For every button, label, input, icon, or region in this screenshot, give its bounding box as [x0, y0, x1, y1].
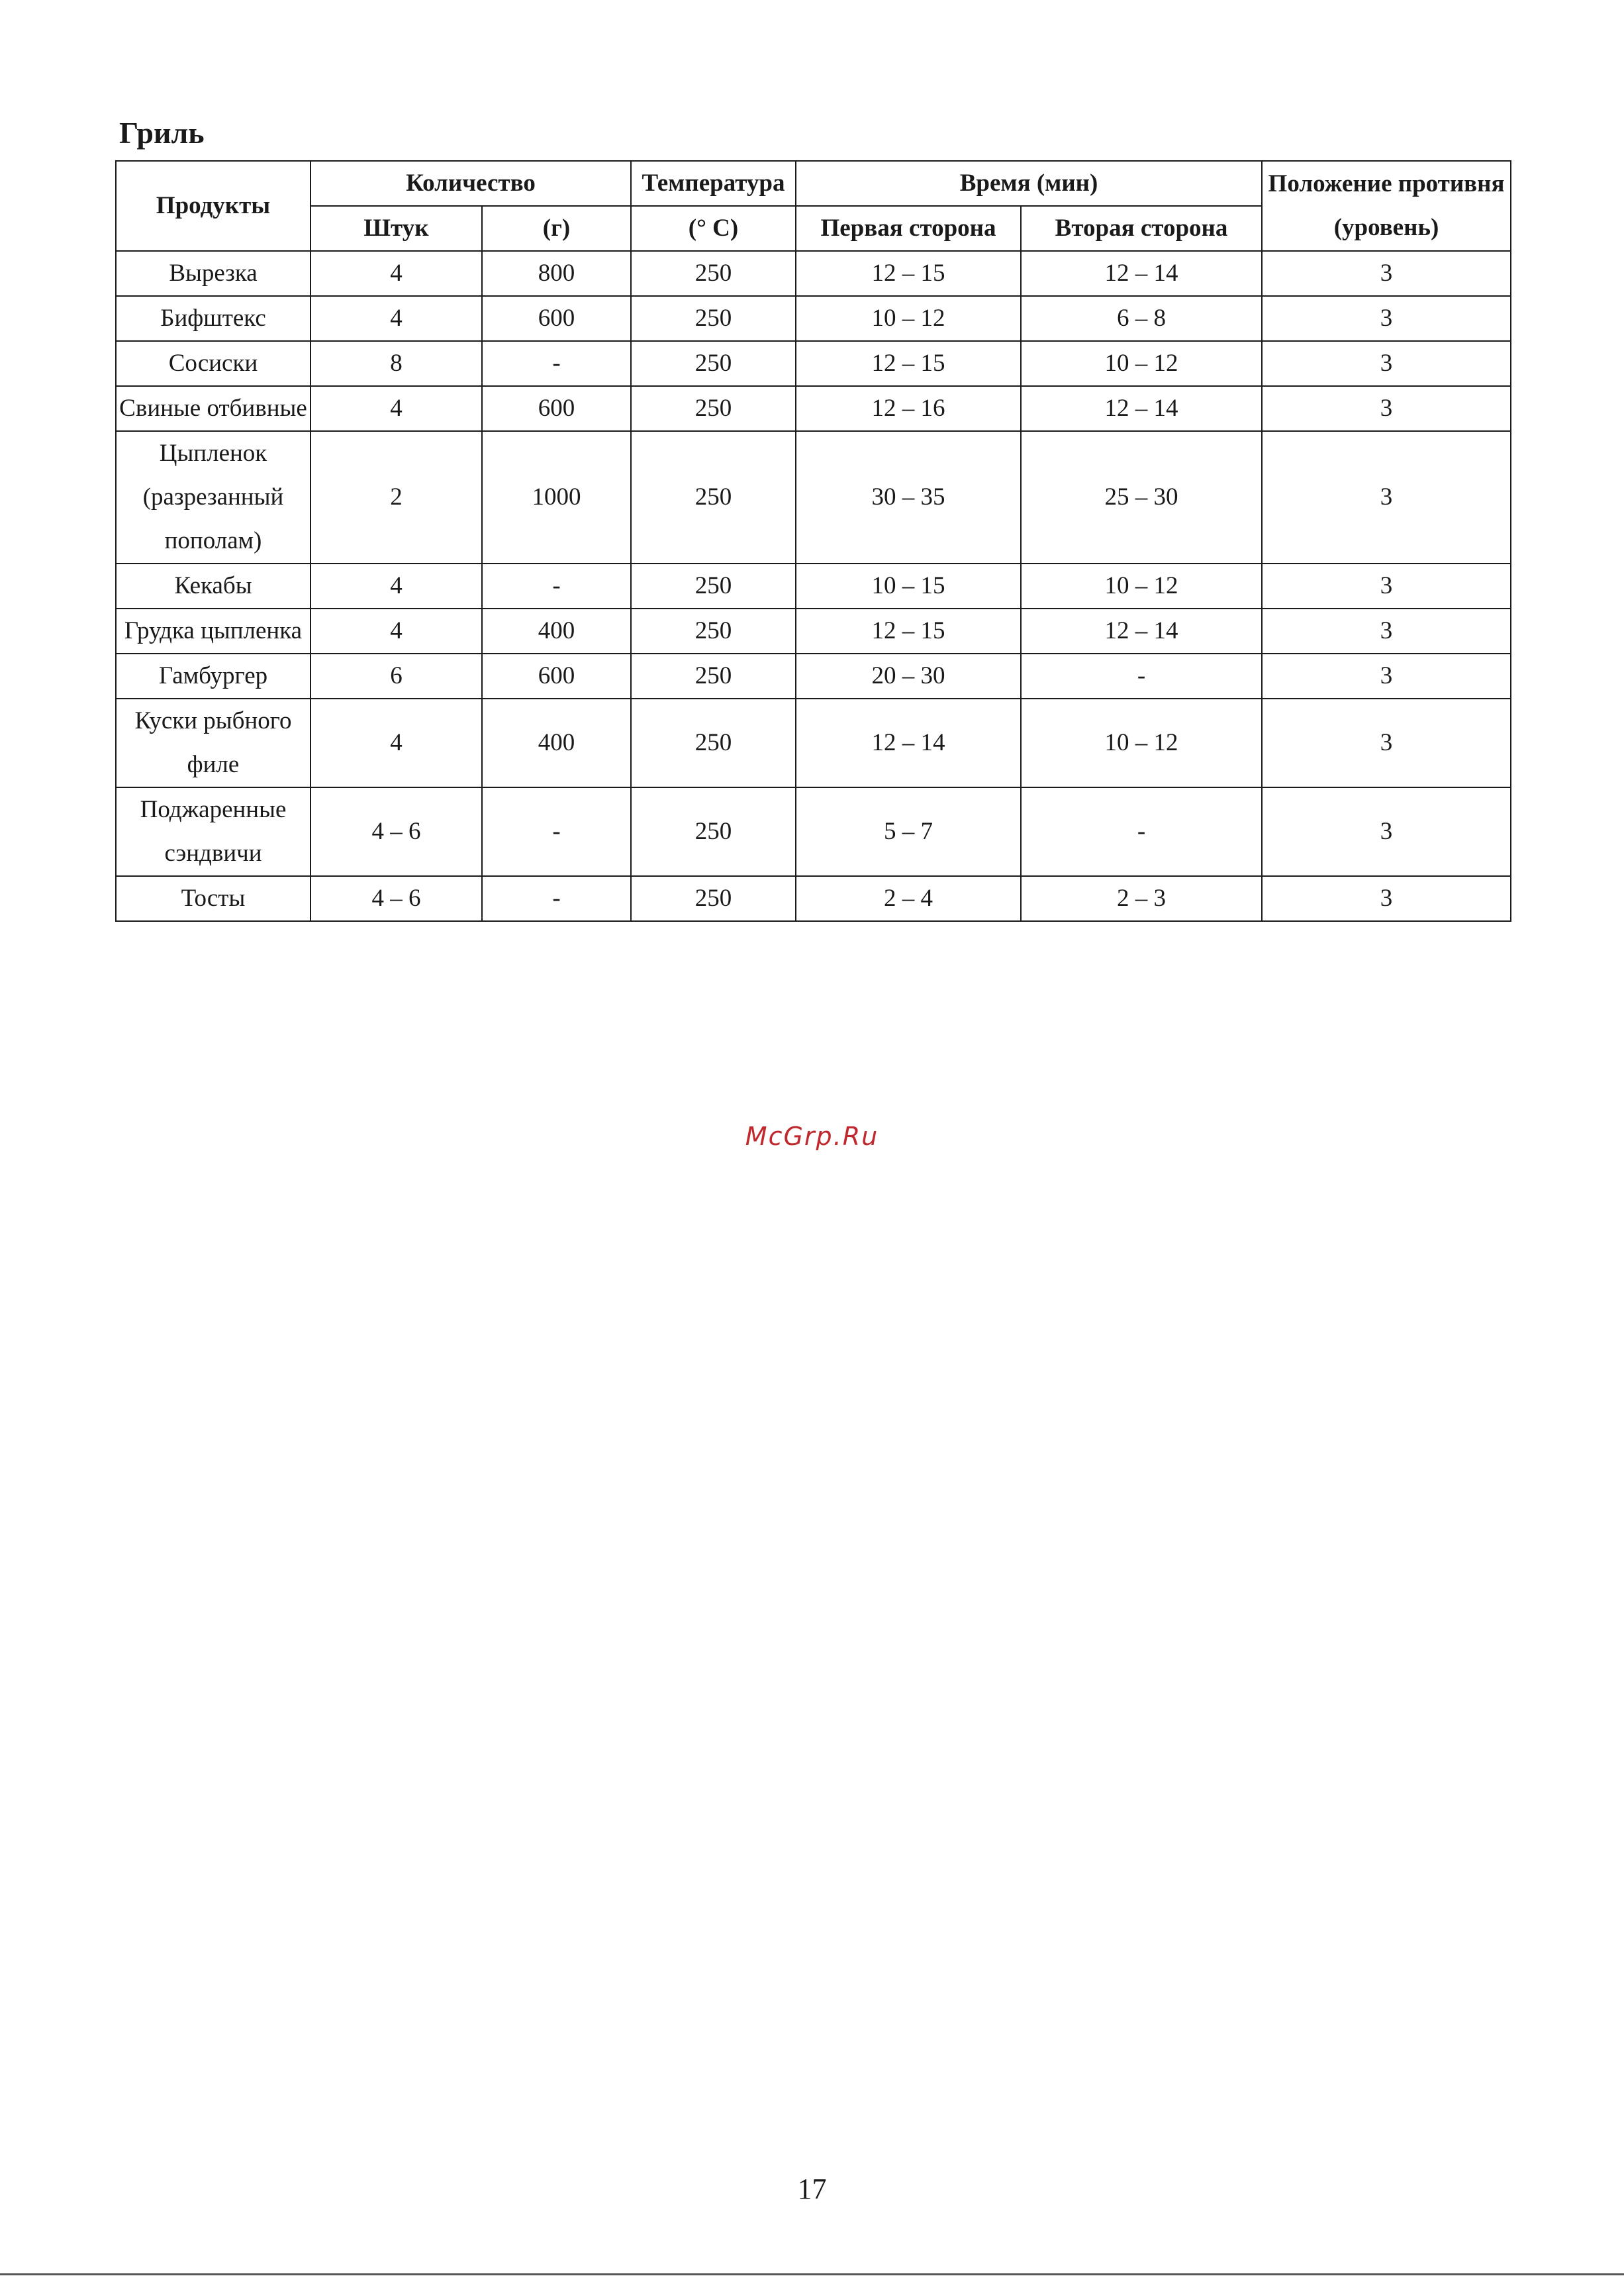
- cell-pieces: 4: [310, 609, 482, 654]
- cell-first-side: 10 – 12: [796, 296, 1021, 341]
- cell-temp: 250: [631, 251, 796, 296]
- cell-level: 3: [1262, 564, 1511, 609]
- cell-level: 3: [1262, 296, 1511, 341]
- cell-product: Свиные отбивные: [116, 386, 310, 431]
- cell-pieces: 2: [310, 431, 482, 564]
- header-quantity: Количество: [310, 161, 631, 206]
- table-row: [116, 654, 1511, 699]
- cell-second-side: 10 – 12: [1021, 341, 1262, 386]
- cell-first-side: 30 – 35: [796, 431, 1021, 564]
- bottom-divider: [0, 2273, 1624, 2275]
- table-row: [116, 296, 1511, 341]
- watermark-link[interactable]: McGrp.Ru: [745, 1122, 879, 1151]
- table-row: [116, 787, 1511, 876]
- section-heading: Гриль: [119, 116, 205, 150]
- cell-product: Цыпленок (разрезанный пополам): [116, 431, 310, 564]
- cell-second-side: 10 – 12: [1021, 564, 1262, 609]
- cell-first-side: 5 – 7: [796, 787, 1021, 876]
- cell-grams: 600: [482, 296, 631, 341]
- header-position: Положение противня (уровень): [1262, 161, 1511, 251]
- cell-grams: 1000: [482, 431, 631, 564]
- cell-pieces: 4 – 6: [310, 876, 482, 921]
- cell-pieces: 4: [310, 251, 482, 296]
- header-second-side: Вторая сторона: [1021, 206, 1262, 251]
- cell-temp: 250: [631, 876, 796, 921]
- cell-level: 3: [1262, 699, 1511, 787]
- cell-product: Сосиски: [116, 341, 310, 386]
- cell-second-side: 6 – 8: [1021, 296, 1262, 341]
- cell-first-side: 12 – 15: [796, 609, 1021, 654]
- cell-second-side: 12 – 14: [1021, 386, 1262, 431]
- table-row: [116, 699, 1511, 787]
- cell-second-side: 25 – 30: [1021, 431, 1262, 564]
- cell-level: 3: [1262, 386, 1511, 431]
- cell-product: Гамбургер: [116, 654, 310, 699]
- cell-grams: -: [482, 787, 631, 876]
- cell-pieces: 4: [310, 564, 482, 609]
- cell-temp: 250: [631, 654, 796, 699]
- cell-first-side: 12 – 15: [796, 341, 1021, 386]
- header-temperature-unit: (° С): [631, 206, 796, 251]
- cell-level: 3: [1262, 251, 1511, 296]
- header-time: Время (мин): [796, 161, 1262, 206]
- cell-level: 3: [1262, 876, 1511, 921]
- table-row: [116, 876, 1511, 921]
- table-row: [116, 431, 1511, 564]
- cell-second-side: -: [1021, 787, 1262, 876]
- cell-second-side: -: [1021, 654, 1262, 699]
- cell-temp: 250: [631, 699, 796, 787]
- cell-temp: 250: [631, 609, 796, 654]
- cell-grams: 400: [482, 609, 631, 654]
- cell-temp: 250: [631, 341, 796, 386]
- cell-grams: -: [482, 876, 631, 921]
- header-first-side: Первая сторона: [796, 206, 1021, 251]
- cell-grams: 800: [482, 251, 631, 296]
- cell-temp: 250: [631, 296, 796, 341]
- cell-product: Бифштекс: [116, 296, 310, 341]
- table-row: [116, 564, 1511, 609]
- cell-pieces: 4: [310, 386, 482, 431]
- page-number: 17: [797, 2173, 827, 2205]
- cell-second-side: 12 – 14: [1021, 609, 1262, 654]
- cell-pieces: 8: [310, 341, 482, 386]
- table-row: [116, 341, 1511, 386]
- cell-second-side: 2 – 3: [1021, 876, 1262, 921]
- cell-grams: -: [482, 564, 631, 609]
- cell-first-side: 12 – 15: [796, 251, 1021, 296]
- header-pieces: Штук: [310, 206, 482, 251]
- cell-level: 3: [1262, 787, 1511, 876]
- cell-grams: 600: [482, 654, 631, 699]
- cell-second-side: 10 – 12: [1021, 699, 1262, 787]
- cell-grams: 600: [482, 386, 631, 431]
- cell-grams: -: [482, 341, 631, 386]
- cell-product: Грудка цыпленка: [116, 609, 310, 654]
- cell-pieces: 4 – 6: [310, 787, 482, 876]
- cell-product: Вырезка: [116, 251, 310, 296]
- table-body: [116, 251, 1511, 921]
- cell-first-side: 12 – 16: [796, 386, 1021, 431]
- cell-level: 3: [1262, 341, 1511, 386]
- cell-temp: 250: [631, 386, 796, 431]
- cell-pieces: 4: [310, 296, 482, 341]
- table-row: [116, 386, 1511, 431]
- cell-first-side: 2 – 4: [796, 876, 1021, 921]
- cell-first-side: 12 – 14: [796, 699, 1021, 787]
- header-row-1: [116, 161, 1511, 206]
- grill-table: [115, 160, 1511, 922]
- header-products: Продукты: [116, 161, 310, 251]
- cell-level: 3: [1262, 609, 1511, 654]
- cell-temp: 250: [631, 787, 796, 876]
- cell-temp: 250: [631, 564, 796, 609]
- table-header: [116, 161, 1511, 251]
- header-temperature: Температура: [631, 161, 796, 206]
- cell-first-side: 20 – 30: [796, 654, 1021, 699]
- header-grams: (г): [482, 206, 631, 251]
- cell-first-side: 10 – 15: [796, 564, 1021, 609]
- table-row: [116, 251, 1511, 296]
- cell-product: Поджаренные сэндвичи: [116, 787, 310, 876]
- cell-level: 3: [1262, 431, 1511, 564]
- cell-product: Тосты: [116, 876, 310, 921]
- cell-grams: 400: [482, 699, 631, 787]
- cell-pieces: 4: [310, 699, 482, 787]
- cell-pieces: 6: [310, 654, 482, 699]
- table-row: [116, 609, 1511, 654]
- cell-level: 3: [1262, 654, 1511, 699]
- cell-product: Куски рыбного филе: [116, 699, 310, 787]
- cell-temp: 250: [631, 431, 796, 564]
- cell-product: Кекабы: [116, 564, 310, 609]
- cell-second-side: 12 – 14: [1021, 251, 1262, 296]
